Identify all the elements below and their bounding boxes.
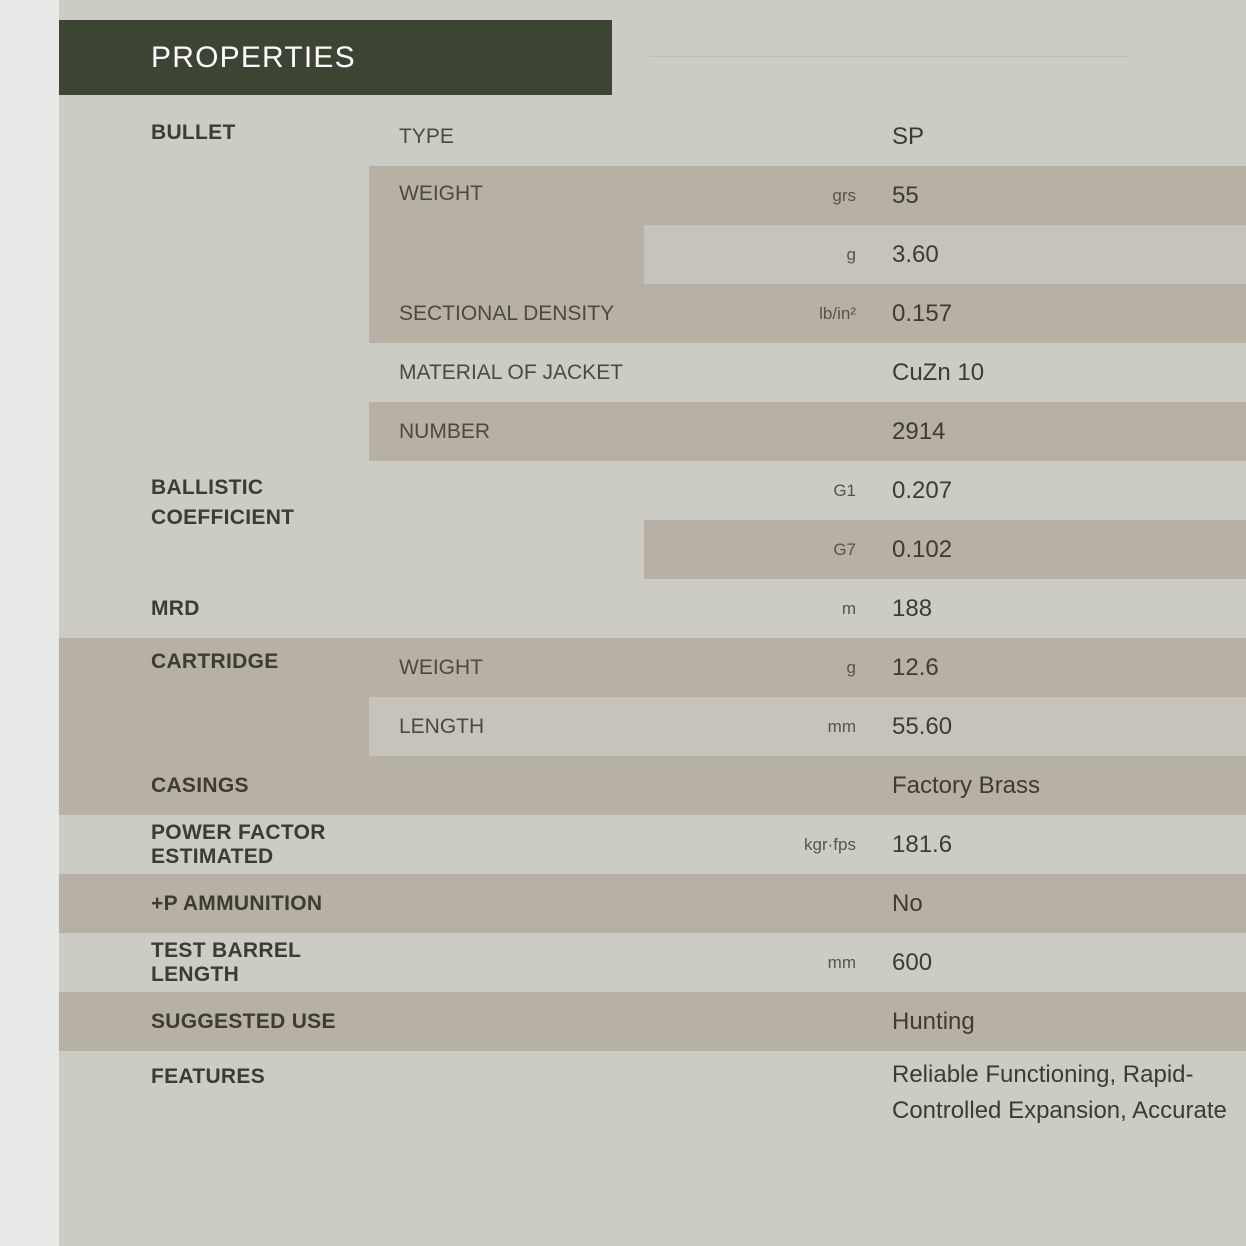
- row-label-power-factor-estimated: POWER FACTOR ESTIMATED: [151, 820, 326, 868]
- row-sublabel-test-barrel-length: [369, 933, 644, 992]
- table-row: [369, 638, 1246, 697]
- bullet-rows: [369, 107, 1246, 461]
- row-unit-mrd: m: [841, 598, 856, 618]
- table-row: [59, 756, 1246, 815]
- row-value-p-ammunition: No: [892, 889, 923, 917]
- table-row: [369, 402, 1246, 461]
- row-value-material-of-jacket: CuZn 10: [892, 358, 985, 386]
- row-sublabel-bc-g7: [369, 520, 644, 579]
- row-sublabel-cartridge-length: LENGTH: [369, 697, 644, 756]
- row-label-ballistic-line1: BALLISTIC: [151, 476, 264, 499]
- row-unit-weight-grs: grs: [644, 166, 874, 225]
- row-label-p-ammunition: +P AMMUNITION: [151, 891, 323, 915]
- row-value-weight-g: 3.60: [874, 225, 1246, 284]
- row-value-features: Reliable Functioning, Rapid-Controlled Expansion, Accurate: [892, 1061, 1227, 1124]
- table-row: [369, 284, 1246, 343]
- row-label-bullet: BULLET: [151, 121, 236, 144]
- table-row: [369, 461, 1246, 520]
- header-divider: [650, 56, 1127, 57]
- row-label-cartridge: CARTRIDGE: [59, 638, 369, 756]
- row-value-cartridge-length: 55.60: [874, 697, 1246, 756]
- row-sublabel-mrd: [369, 579, 644, 638]
- cartridge-group: [59, 638, 1246, 756]
- row-value-bc-g7: 0.102: [874, 520, 1246, 579]
- row-value-mrd: 188: [892, 594, 933, 622]
- row-value-cartridge-weight: 12.6: [874, 638, 1246, 697]
- row-sublabel-p-ammunition: [369, 874, 644, 933]
- row-label-ballistic-coefficient: [59, 461, 369, 579]
- row-value-power-factor-estimated: 181.6: [892, 830, 953, 858]
- row-sublabel-casings: [369, 756, 644, 815]
- row-unit-test-barrel-length: mm: [827, 952, 856, 972]
- row-sublabel-power-factor-estimated: [369, 815, 644, 874]
- table-row: [369, 107, 1246, 166]
- table-row: [369, 166, 1246, 284]
- row-value-type: SP: [892, 122, 925, 150]
- row-label-ballistic-line2: COEFFICIENT: [151, 506, 295, 530]
- row-unit-sectional-density: lb/in²: [644, 284, 874, 343]
- row-value-suggested-use: Hunting: [892, 1007, 975, 1035]
- row-unit-material-of-jacket: [644, 343, 874, 402]
- row-value-test-barrel-length: 600: [892, 948, 933, 976]
- row-sublabel-suggested-use: [369, 992, 644, 1051]
- row-unit-cartridge-weight: g: [644, 638, 874, 697]
- row-sublabel-type: TYPE: [399, 124, 454, 148]
- table-row: [59, 815, 1246, 874]
- table-row: [369, 520, 1246, 579]
- row-sublabel-bc-g1: [369, 461, 644, 520]
- row-label-suggested-use: SUGGESTED USE: [151, 1009, 336, 1033]
- row-label-features: FEATURES: [151, 1065, 266, 1088]
- page-title: PROPERTIES: [151, 40, 356, 74]
- row-unit-cartridge-length: mm: [644, 697, 874, 756]
- row-unit-casings: [644, 756, 874, 815]
- properties-header: [59, 20, 612, 95]
- row-sublabel-weight: WEIGHT: [369, 166, 644, 284]
- row-label-casings: CASINGS: [151, 773, 249, 797]
- properties-table: [59, 107, 1246, 1231]
- cartridge-rows: [369, 638, 1246, 756]
- row-unit-bc-g1: G1: [833, 480, 856, 500]
- table-row: [59, 1051, 1246, 1231]
- row-label-test-barrel-length: TEST BARREL LENGTH: [151, 938, 301, 986]
- row-value-sectional-density: 0.157: [874, 284, 1246, 343]
- row-label-mrd: MRD: [151, 596, 200, 620]
- table-row: [369, 697, 1246, 756]
- row-unit-power-factor-estimated: kgr·fps: [804, 834, 856, 854]
- row-unit-suggested-use: [644, 992, 874, 1051]
- table-row: [644, 225, 1246, 284]
- row-value-weight-grs: 55: [874, 166, 1246, 225]
- row-unit-type: [644, 107, 874, 166]
- row-unit-weight-g: g: [644, 225, 874, 284]
- ballistic-coefficient-group: [59, 461, 1246, 579]
- table-row: [59, 992, 1246, 1051]
- table-row: [59, 874, 1246, 933]
- row-value-casings: Factory Brass: [892, 771, 1041, 799]
- row-sublabel-cartridge-weight: WEIGHT: [369, 638, 644, 697]
- table-row: [644, 166, 1246, 225]
- row-value-bc-g1: 0.207: [892, 476, 953, 504]
- row-unit-p-ammunition: [644, 874, 874, 933]
- row-unit-bc-g7: G7: [644, 520, 874, 579]
- ballistic-coefficient-rows: [369, 461, 1246, 579]
- row-sublabel-material-of-jacket: MATERIAL OF JACKET: [399, 360, 624, 384]
- table-row: [369, 343, 1246, 402]
- row-unit-number: [644, 402, 874, 461]
- row-sublabel-sectional-density: SECTIONAL DENSITY: [369, 284, 644, 343]
- table-row: [59, 933, 1246, 992]
- bullet-group: [59, 107, 1246, 461]
- row-value-number: 2914: [874, 402, 1246, 461]
- row-sublabel-number: NUMBER: [369, 402, 644, 461]
- table-row: [59, 579, 1246, 638]
